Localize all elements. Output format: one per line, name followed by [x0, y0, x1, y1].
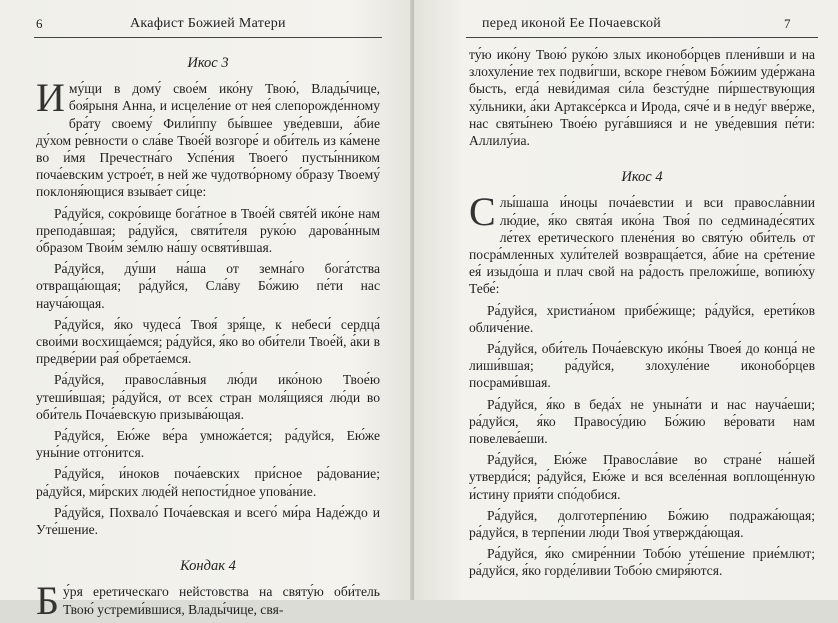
- kondak4-heading: Кондак 4: [180, 558, 236, 575]
- ikos3-verse: Ра́дуйся, ду́ши на́ша от земна́го бога́тства отвраща́ющая; ра́дуйся, Сла́ву Бо́жию пе́ти нас науча́ющая.: [36, 261, 380, 311]
- ikos3-verse: Ра́дуйся, правосла́вныя лю́ди ико́ною Твое́ю утеши́вшая; ра́дуйся, от всех стран моля́щияся лю́ди во оби́тель Поча́евскую призыва́ющая.: [36, 372, 380, 422]
- right-page: [414, 0, 838, 600]
- right-page-number: 7: [784, 16, 791, 31]
- section-gap: [36, 542, 380, 556]
- ikos3-verse: Ра́дуйся, сокро́вище бога́тное в Твое́й святе́й ико́не нам препода́вшая; ра́дуйся, святи́теля руко́ю дарова́нным о́бразом Твои́м зе́млю на́шу освяти́вшая.: [36, 205, 380, 256]
- ikos4-verse: Ра́дуйся, долготерпе́нию Бо́жию подража́ющая; ра́дуйся, в терпе́нии лю́ди Твоя́ утвержда́ющая.: [469, 507, 815, 541]
- left-page: [0, 0, 414, 623]
- ikos3-drop-cap: И: [36, 75, 65, 121]
- ikos4-drop-cap: С: [469, 189, 496, 235]
- left-text-column: [36, 53, 380, 622]
- kondak4-opening: [36, 578, 380, 623]
- ikos4-opening-text: лы́шаша и́ноцы поча́евстии и вси правосла́внии лю́дие, я́ко свята́я ико́на Твоя́ по седминаде́сятих ле́тех еретического плене́ния во святу́ю оби́тель от посра́мленных хули́телей возвраща́ется, а́бие на сре́тение ея́ изыдо́ша и плач свой на ра́дость преложи́ше, вопию́ху Тебе́:: [469, 195, 815, 297]
- left-header-rule: [34, 37, 382, 38]
- ikos3-heading: Икос 3: [187, 55, 229, 71]
- ikos4-opening: [469, 189, 815, 297]
- ikos3-verse: Ра́дуйся, Ею́же ве́ра умножа́ется; ра́дуйся, Ею́же уны́ние отго́нится.: [36, 428, 380, 461]
- kondak4-opening-text: у́ря еретическаго нейстовства на святу́ю оби́тель Твою́ устреми́вшися, Влады́чице, свя-: [62, 584, 380, 617]
- left-running-header: Акафист Божией Матери: [130, 16, 286, 31]
- ikos3-opening-text: му́щи в дому́ свое́м ико́ну Твою́, Влады́чице, боя́рыня Анна, и исцеле́ние от нея́ слепорожде́нному бра́ту своему́ Фили́ппу бы́вшее уве́девши, а́бие ду́хом ре́вности о сла́ве Твое́й возгоре́ и оби́тель из ка́мене во и́мя Пречестна́го Успе́ния Твоего́ пусты́нником поча́евским устрое́т, в ней же чудотво́рному о́бразу Твоему́ поклоня́ющися взыва́ет си́це:: [36, 81, 380, 200]
- ikos4-heading: Икос 4: [621, 169, 663, 186]
- right-text-column: [469, 46, 815, 584]
- section-gap: [469, 153, 815, 167]
- right-header-rule: [466, 37, 818, 38]
- ikos3-verse: Ра́дуйся, и́ноков поча́евских при́сное ра́дование; ра́дуйся, ми́рских люде́й непости́дное упова́ние.: [36, 466, 380, 499]
- kondak4-continuation: ту́ю ико́ну Твою́ руко́ю злых иконобо́рцев плени́вши и на злохуле́ние тех подви́гши, вскоре гне́вом Бо́жиим уде́ржана бысть, егда́ неви́димая си́ла безсту́дне пи́ршествующия ху́льники, а́ки Артаксе́ркса и Ирода, сяче́ и в неду́г вве́рже, нас святы́нею Твое́ю руга́вшияся и не уве́девшия пе́ти: Аллилу́иа.: [469, 47, 815, 149]
- ikos4-verse: Ра́дуйся, Ею́же Правосла́вие во стране́ на́шей утверди́ся; ра́дуйся, Ею́же и вся вселе́нная воплоще́нную и́стину прия́ти спо́добися.: [469, 452, 815, 502]
- left-page-number: 6: [36, 16, 43, 31]
- ikos4-verse: Ра́дуйся, я́ко в беда́х не унына́ти и нас науча́еши; ра́дуйся, я́ко Правосу́дию Бо́жию ве́ровати нам повелева́еши.: [469, 396, 815, 447]
- ikos4-verse: Ра́дуйся, оби́тель Поча́евскую ико́ны Твоея́ до конца́ не лиши́вшая; ра́дуйся, злохуле́ние иконобо́рцев посрами́вшая.: [469, 341, 815, 391]
- right-running-header: перед иконой Ее Почаевской: [482, 16, 662, 31]
- ikos4-verse: Ра́дуйся, я́ко смире́ннии Тобо́ю уте́шение прие́млют; ра́дуйся, я́ко горде́ливии Тобо́ю смиря́ются.: [469, 546, 815, 579]
- ikos3-verse: Ра́дуйся, Похвало́ Поча́евская и всего́ ми́ра Наде́ждо и Уте́шение.: [36, 504, 380, 538]
- ikos3-opening: [36, 75, 380, 200]
- ikos4-verse: Ра́дуйся, христиа́ном прибе́жище; ра́дуйся, ерети́ков обличе́ние.: [469, 302, 815, 335]
- ikos3-verse: Ра́дуйся, я́ко чудеса́ Твоя́ зря́ще, к небеси́ сердца́ свои́ми восхища́емся; ра́дуйся, я́ко во оби́тели Твое́й, а́ки в предве́рии рая́ обрета́емся.: [36, 316, 380, 367]
- kondak4-drop-cap: Б: [36, 578, 59, 623]
